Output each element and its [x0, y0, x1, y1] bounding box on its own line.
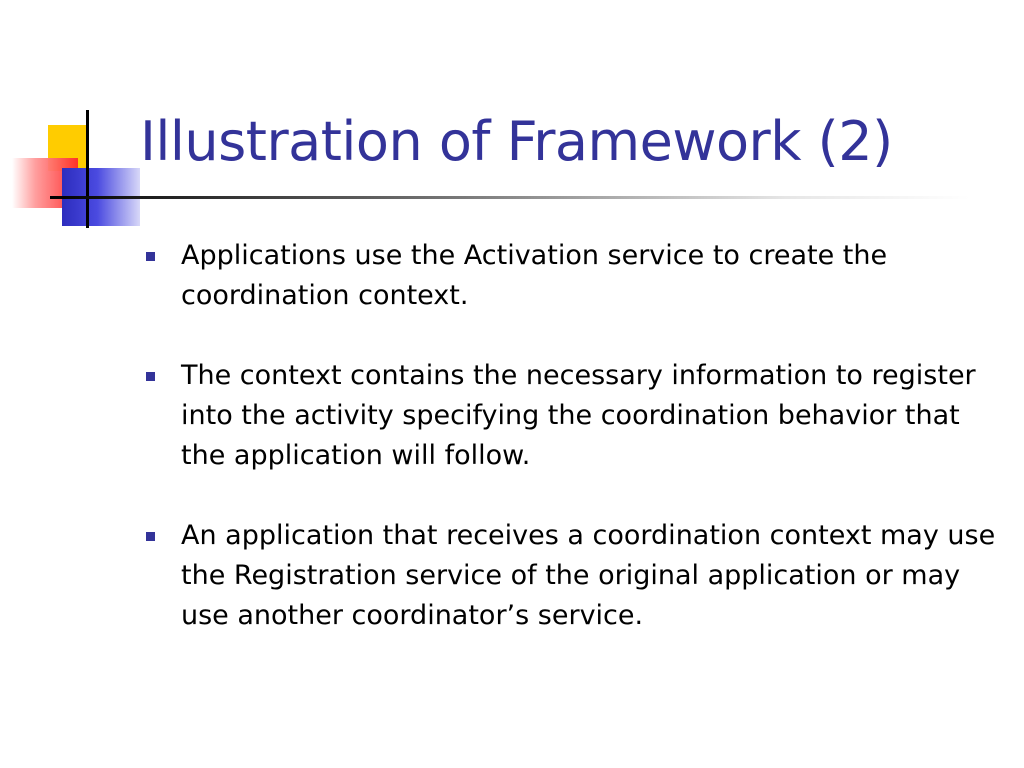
bullet-item [140, 516, 1000, 636]
slide-title: Illustration of Framework (2) [140, 110, 893, 173]
square-bullet-icon [146, 372, 155, 381]
square-bullet-icon [146, 252, 155, 261]
bullet-item [140, 356, 1000, 476]
logo-vertical-line [86, 110, 89, 228]
bullet-item [140, 236, 1000, 316]
bullet-text: An application that receives a coordination context may use the Registration service of the original application or may use another coordinator’s service. [181, 520, 996, 631]
bullet-text: Applications use the Activation service to create the coordination context. [181, 240, 888, 311]
corner-decoration-logo [0, 0, 140, 240]
bullet-list [140, 236, 1000, 676]
title-underline [50, 196, 970, 199]
bullet-text: The context contains the necessary information to register into the activity specifying the coordination behavior that the application will follow. [181, 360, 976, 471]
square-bullet-icon [146, 532, 155, 541]
